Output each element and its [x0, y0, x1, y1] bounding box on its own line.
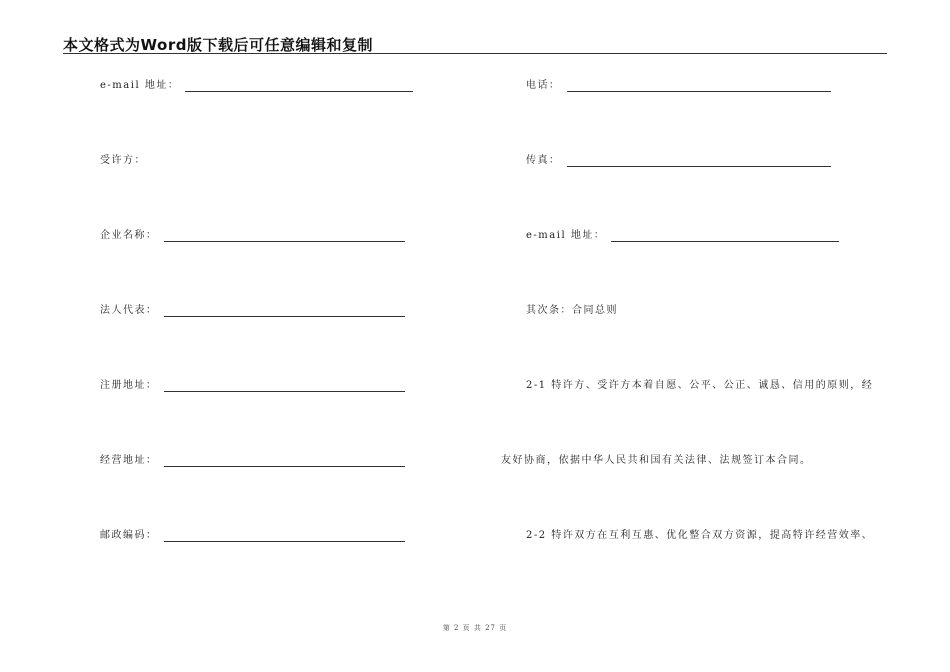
- company-name-field: [100, 230, 405, 242]
- article-2-heading: 其次条：合同总则: [526, 305, 618, 316]
- reg-address-field: [100, 380, 405, 392]
- fax-blank[interactable]: [567, 156, 831, 167]
- header-divider: [63, 53, 887, 54]
- legal-rep-field: [100, 305, 405, 317]
- left-email-blank[interactable]: [185, 81, 413, 92]
- right-email-field: [526, 230, 839, 242]
- reg-address-label: 注册地址：: [100, 380, 158, 391]
- clause-2-1-line-2: 友好协商，依据中华人民共和国有关法律、法规签订本合同。: [501, 455, 812, 466]
- postal-code-field: [100, 530, 405, 542]
- phone-blank[interactable]: [567, 81, 831, 92]
- left-email-label: e-mail 地址：: [100, 80, 180, 91]
- legal-rep-label: 法人代表：: [100, 305, 158, 316]
- clause-2-2-line-1: 2-2 特许双方在互利互惠、优化整合双方资源，提高特许经营效率、: [526, 530, 874, 541]
- postal-code-label: 邮政编码：: [100, 530, 158, 541]
- licensee-label: 受许方：: [100, 155, 146, 166]
- phone-field: [526, 80, 831, 92]
- phone-label: 电话：: [526, 80, 561, 91]
- right-email-blank[interactable]: [611, 231, 839, 242]
- clause-2-1-line-1: 2-1 特许方、受许方本着自愿、公平、公正、诚恳、信用的原则，经: [526, 380, 874, 391]
- page-footer: 第 2 页 共 27 页: [442, 624, 508, 632]
- biz-address-label: 经营地址：: [100, 455, 158, 466]
- biz-address-blank[interactable]: [164, 456, 405, 467]
- fax-field: [526, 155, 831, 167]
- legal-rep-blank[interactable]: [164, 306, 405, 317]
- biz-address-field: [100, 455, 405, 467]
- document-header-title: 本文格式为Word版下载后可任意编辑和复制: [63, 36, 373, 54]
- right-email-label: e-mail 地址：: [526, 230, 606, 241]
- reg-address-blank[interactable]: [164, 381, 405, 392]
- left-email-field: [100, 80, 413, 92]
- company-name-blank[interactable]: [164, 231, 405, 242]
- company-name-label: 企业名称：: [100, 230, 158, 241]
- fax-label: 传真：: [526, 155, 561, 166]
- postal-code-blank[interactable]: [164, 531, 405, 542]
